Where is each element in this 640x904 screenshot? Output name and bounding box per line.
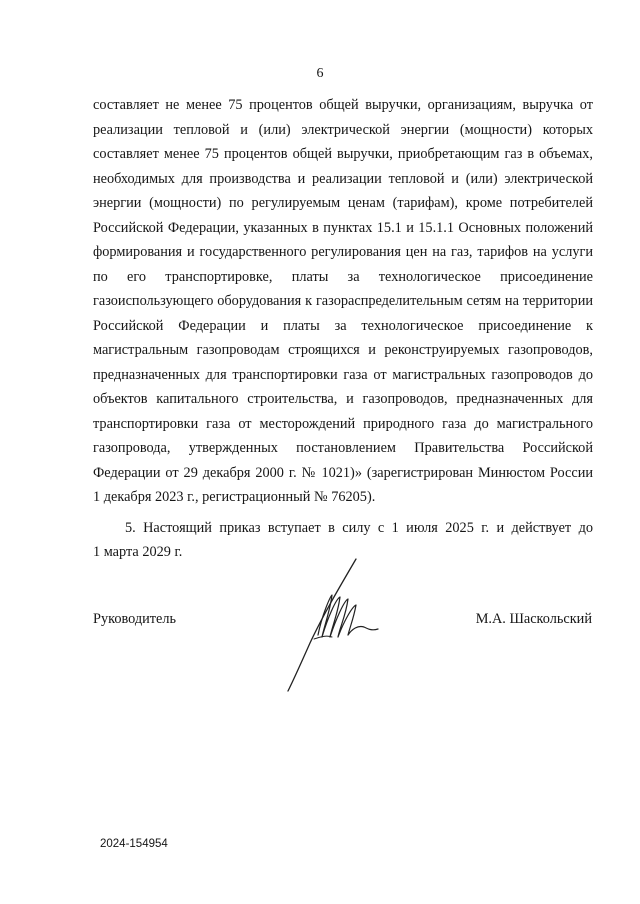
body-line: реализации тепловой и (или) электрической энергии (мощности) которых	[93, 121, 593, 138]
handwritten-signature	[280, 555, 390, 695]
signatory-role: Руководитель	[93, 611, 177, 627]
document-id: 2024-154954	[100, 838, 168, 850]
body-line: энергии (мощности) по регулируемым ценам (тарифам), кроме потребителей	[93, 195, 593, 211]
body-line: магистральным газопроводам строящихся и реконструируемых газопроводов,	[93, 342, 593, 358]
body-line: составляет не менее 75 процентов общей выручки, организациям, выручка от	[93, 97, 593, 113]
body-line: газопровода, утвержденных постановлением Правительства Российской	[93, 440, 593, 456]
body-line: формирования и государственного регулирования цен на газ, тарифов на услуги	[93, 244, 593, 260]
body-line: предназначенных для транспортировки газа от магистральных газопроводов до	[93, 366, 593, 383]
body-line: транспортировки газа от месторождений природного газа до магистрального	[93, 415, 593, 432]
body-line: объектов капитального строительства, и газопроводов, предназначенных для	[93, 391, 593, 407]
item5-line: 5. Настоящий приказ вступает в силу с 1 июля 2025 г. и действует до	[125, 519, 593, 536]
body-line: газоиспользующего оборудования к газораспределительным сетям на территории	[93, 293, 593, 309]
body-line: составляет менее 75 процентов общей выручки, приобретающим газ в объемах,	[93, 146, 593, 162]
body-line: по его транспортировке, платы за технологическое присоединение	[93, 268, 593, 285]
body-line: Федерации от 29 декабря 2000 г. № 1021)» (зарегистрирован Минюстом России	[93, 464, 593, 481]
document-body	[93, 93, 593, 565]
item5-line: 1 марта 2029 г.	[93, 544, 183, 560]
page-number: 6	[316, 66, 324, 81]
body-line: Российской Федерации, указанных в пунктах 15.1 и 15.1.1 Основных положений	[93, 219, 593, 236]
body-line: необходимых для производства и реализации тепловой и (или) электрической	[93, 170, 593, 187]
body-line: 1 декабря 2023 г., регистрационный № 76205).	[93, 489, 376, 505]
body-line: Российской Федерации и платы за технологическое присоединение к	[93, 317, 593, 334]
signatory-name: М.А. Шаскольский	[475, 611, 592, 627]
